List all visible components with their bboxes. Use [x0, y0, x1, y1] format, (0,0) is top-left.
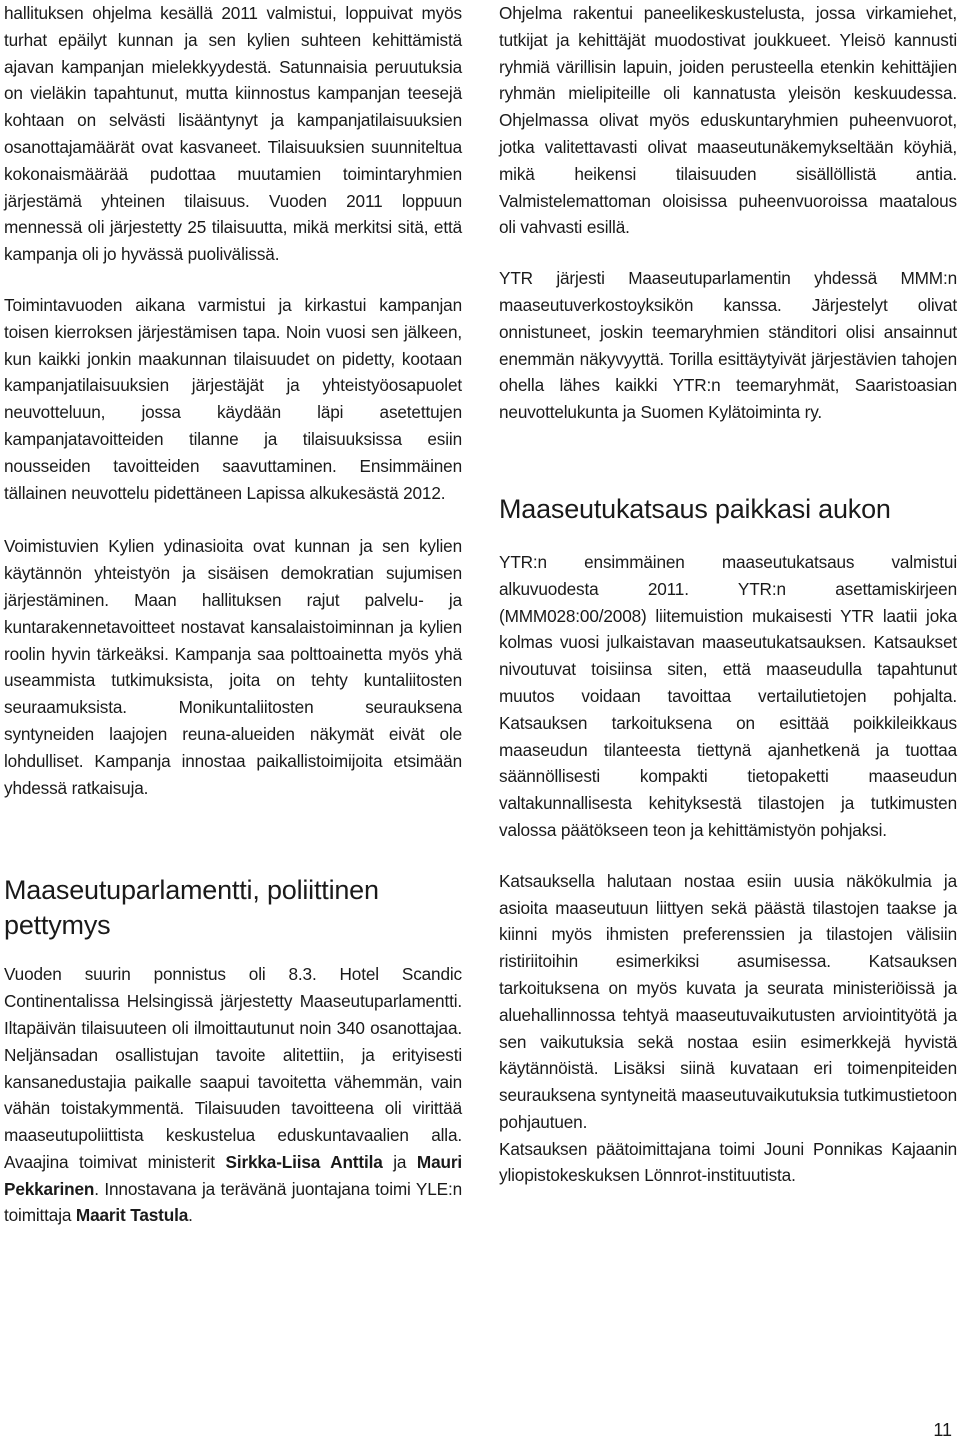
- person-name: Maarit Tastula: [75, 1205, 189, 1226]
- paragraph: hallituksen ohjelma kesällä 2011 valmistui, loppuivat myös turhat epäilyt kunnan ja sen kylien suhteen kehittämistä ajavan kampanjan mielekkyydestä. Satunnaisia peruutuksia on vieläkin tapahtunut, mutta kiinnostus kampanjan teesejä kohtaan on selvästi lisääntynyt ja kampanjatilaisuuksien osanottajamäärät ovat kasvaneet. Tilaisuuksien suunniteltua kokonaismäärää pudottaa muutamien toimintaryhmien järjestämä yhteinen tilaisuus. Vuoden 2011 loppuun mennessä oli järjestetty 25 tilaisuutta, mikä merkitsi sitä, että kampanja oli jo hyvässä puolivälissä.: [4, 3, 462, 265]
- paragraph: Ohjelma rakentui paneelikeskustelusta, jossa virkamiehet, tutkijat ja kehittäjät muodostivat joukkueet. Yleisö kannusti ryhmiä värillisin lapuin, joiden perusteella etenkin kehittäjien ryhmän mielipiteille oli kannatusta yleisön keskuudessa. Ohjelmassa olivat myös eduskuntaryhmien puheenvuorot, jotka valitettavasti olivat maaseutunäkemykseltään köyhiä, mikä heikensi tilaisuuden sisällöllistä antia. Valmistelemattoman oloisissa puheenvuoroissa maatalous oli vahvasti esillä.: [499, 3, 957, 238]
- page-number: 11: [933, 1420, 952, 1440]
- paragraph: Toimintavuoden aikana varmistui ja kirkastui kampanjan toisen kierroksen järjestämisen tapa. Noin vuosi sen jälkeen, kun kaikki jonkin maakunnan tilaisuudet on pidetty, kootaan kampanjatilaisuuksien järjestäjät ja yhteistyöosapuolet neuvotteluun, jossa käydään läpi asetettujen kampanjatavoitteiden tilanne ja tilaisuuksissa esiin nousseiden tavoitteiden saavuttaminen. Ensimmäinen tällainen neuvottelu pidettäneen Lapissa alkukesästä 2012.: [4, 294, 462, 503]
- person-name: Sirkka-Liisa Anttila: [225, 1151, 383, 1172]
- person-name: Mauri Pekkarinen: [4, 1151, 462, 1199]
- paragraph: Katsauksella halutaan nostaa esiin uusia näkökulmia ja asioita maaseutuun liittyen sekä päästä tilastojen taakse ja kiinni myös ihmisten preferenssien ja tilastojen välisiin ristiriitoihin esimerkiksi asumisessa. Katsauksen tarkoituksena on myös kuvata ja seurata ministeriöissä ja aluehallinnossa tehtyä maaseutuvaikutusten arviointityötä ja sen vaikutuksia sekä nostaa esiin esimerkkejä hyvistä käytännöistä. Lisäksi siinä kuvataan eri toimenpiteiden seurauksena syntyneitä maaseutuvaikutuksia tutkimustietoon pohjautuen.: [499, 870, 957, 1132]
- left-column: [4, 0, 462, 1229]
- paragraph: YTR järjesti Maaseutuparlamentin yhdessä MMM:n maaseutuverkostoyksikön kanssa. Järjestelyt olivat onnistuneet, joskin teemaryhmien ständitori olisi ansainnut enemmän näkyvyyttä. Torilla esittäytyivät järjestävien tahojen ohella lähes kaikki YTR:n teemaryhmät, Saaristoasian neuvottelukunta ja Suomen Kylätoiminta ry.: [499, 268, 957, 423]
- paragraph: YTR:n ensimmäinen maaseutukatsaus valmistui alkuvuodesta 2011. YTR:n asettamiskirjeen (MMM028:00/2008) liitemuistion mukaisesti YTR laatii joka kolmas vuosi julkaistavan maaseutukatsauksen. Katsaukset nivoutuvat toisiinsa siten, että maaseudulla tapahtunut muutos voidaan tavoittaa vertailutietojen pohjalta. Katsauksen tarkoituksena on esittää poikkileikkaus maaseudun tilanteesta tiettynä ajanhetkenä ja tuottaa säännöllisesti kompakti tietopaketti maaseudun valtakunnallisesta kehityksestä tilastojen ja tutkimusten valossa päätökseen teon ja kehittämistyön pohjaksi.: [499, 551, 957, 840]
- paragraph: Vuoden suurin ponnistus oli 8.3. Hotel Scandic Continentalissa Helsingissä järjestetty Maaseutuparlamentti. Iltapäivän tilaisuuteen oli ilmoittautunut noin 340 osanottajaa. Neljänsadan osallistujan tavoite alitettiin, ja erityisesti kansanedustajia paikalle saapui tavoitetta vähemmän, vain vähän toistakymmentä. Tilaisuuden tavoitteena oli virittää maaseutupoliittista keskustelua eduskuntavaalien alla. Avaajina toimivat ministerit Sirkka-Liisa Anttila ja Mauri Pekkarinen. Innostavana ja terävänä juontajana toimi YLE:n toimittaja Maarit Tastula.: [4, 964, 462, 1226]
- section-heading: Maaseutukatsaus paikkasi aukon: [499, 493, 891, 524]
- paragraph: Katsauksen päätoimittajana toimi Jouni Ponnikas Kajaanin yliopistokeskuksen Lönnrot-instituutista.: [499, 1138, 957, 1186]
- section-heading: Maaseutuparlamentti, poliittinen pettymys: [4, 875, 379, 941]
- right-column: [499, 0, 957, 1189]
- paragraph: Voimistuvien Kylien ydinasioita ovat kunnan ja sen kylien käytännön yhteistyön ja sisäisen demokratian sujumisen järjestäminen. Maan hallituksen rajut palvelu- ja kuntarakennetavoitteet nostavat kansalaistoiminnan ja kylien roolin hyvin tärkeäksi. Kampanja saa polttoainetta myös yhä useammista tutkimuksista, joita on tehty kuntaliitosten seuraamuksista. Monikuntaliitosten seurauksena syntyneiden laajojen reuna-alueiden näkymät eivät ole lohdulliset. Kampanja innostaa paikallistoimijoita etsimään yhdessä ratkaisuja.: [4, 536, 462, 798]
